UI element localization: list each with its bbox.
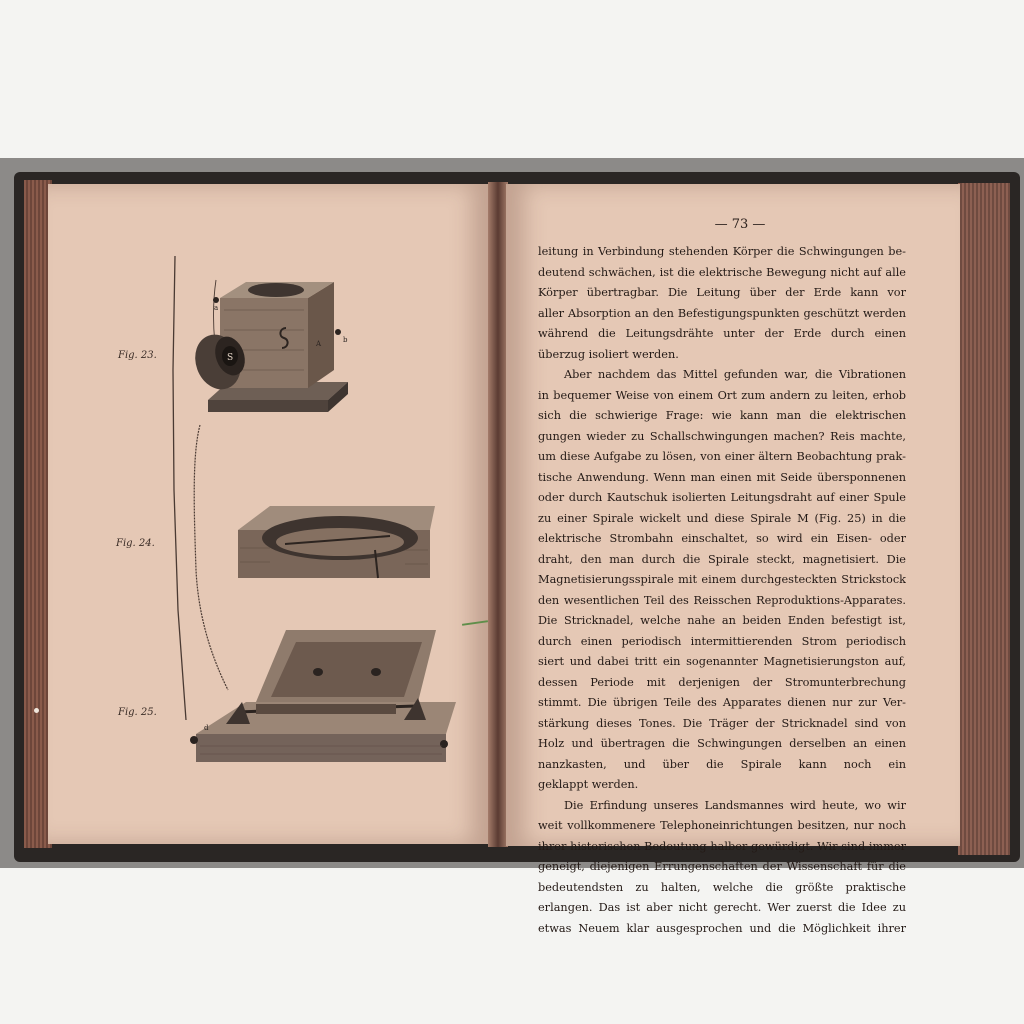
right-page-edges (958, 183, 1010, 855)
text-line: überzug isoliert werden. (538, 347, 679, 361)
text-line: nanzkasten, und über die Spirale kann noch ein (538, 757, 906, 771)
figure-23-mark-a: a (214, 304, 219, 312)
body-text (538, 242, 906, 939)
text-line: aller Absorption an den Befestigungspunkten geschützt werden (538, 306, 906, 320)
text-line: Aber nachdem das Mittel gefunden war, die Vibrationen (564, 368, 906, 381)
text-line: dessen Periode mit derjenigen der Stromunterbrechung (538, 675, 906, 689)
text-line: stärkung dieses Tones. Die Träger der Stricknadel sind von (538, 716, 906, 730)
figure-23-mark-b: b (343, 336, 348, 344)
text-line: elektrische Strombahn einschaltet, so wird ein Eisen- oder (538, 532, 906, 545)
text-line: durch einen periodisch intermittierenden Strom periodisch (538, 634, 906, 648)
figure-23-label: Fig. 23. (118, 350, 157, 361)
figure-25-mark-d: d (204, 724, 209, 732)
text-line: zu einer Spirale wickelt und diese Spirale M (Fig. 25) in die (538, 511, 906, 525)
text-line: geneigt, diejenigen Errungenschaften der Wissenschaft für die (538, 860, 906, 873)
text-line: sich die schwierige Frage: wie kann man die elektrischen (538, 409, 906, 422)
figure-23-mark-capital-a: A (316, 340, 322, 348)
figure-25-label: Fig. 25. (118, 707, 157, 718)
text-line: um diese Aufgabe zu lösen, von einer ältern Beobachtung prak- (538, 450, 906, 463)
text-line: siert und dabei tritt ein sogenannter Magnetisierungston auf, (538, 655, 906, 668)
text-line: oder durch Kautschuk isolierten Leitungsdraht auf einer Spule (538, 491, 906, 504)
text-line: während die Leitungsdrähte unter der Erde durch einen (538, 327, 906, 340)
text-line: stimmt. Die übrigen Teile des Apparates dienen nur zur Ver- (538, 696, 906, 709)
text-line: gungen wieder zu Schallschwingungen machen? Reis machte, (538, 429, 906, 443)
figure-25-illustration (186, 622, 461, 770)
text-line: weit vollkommenere Telephoneinrichtungen besitzen, nur noch (538, 819, 906, 832)
figure-24-illustration (230, 500, 440, 585)
text-line: bedeutendsten zu halten, welche die größte praktische (538, 880, 906, 894)
text-line: draht, den man durch die Spirale steckt, magnetisiert. Die (538, 552, 906, 566)
text-line: deutend schwächen, ist die elektrische Bewegung nicht auf alle (538, 265, 906, 279)
figure-24-label: Fig. 24. (116, 538, 155, 549)
page-number: — 73 — (714, 217, 766, 232)
figure-23-illustration (178, 270, 358, 420)
text-line: leitung in Verbindung stehenden Körper die Schwingungen be- (538, 245, 906, 258)
text-line: Die Erfindung unseres Landsmannes wird heute, wo wir (564, 798, 906, 812)
text-line: Magnetisierungsspirale mit einem durchgesteckten Strickstock (538, 573, 906, 586)
edge-mark (34, 708, 39, 713)
text-line: etwas Neuem klar ausgesprochen und die Möglichkeit ihrer (538, 921, 906, 935)
book-gutter (488, 182, 508, 847)
text-line: geklappt werden. (538, 778, 639, 791)
text-line: Körper übertragbar. Die Leitung über der Erde kann vor (538, 286, 906, 299)
figure-23-mark-s: S (227, 353, 234, 363)
text-line: tische Anwendung. Wenn man einen mit Seide übersponnenen (538, 470, 906, 484)
text-line: in bequemer Weise von einem Ort zum andern zu leiten, erhob (538, 388, 906, 402)
text-line: Die Stricknadel, welche nahe an beiden Enden befestigt ist, (538, 614, 906, 627)
text-line: Holz und übertragen die Schwingungen derselben an einen (538, 737, 906, 750)
text-line: ihrer historischen Bedeutung halber gewürdigt. Wir sind immer (538, 839, 906, 853)
text-line: den wesentlichen Teil des Reisschen Reproduktions-Apparates. (538, 593, 906, 607)
text-line: erlangen. Das ist aber nicht gerecht. Wer zuerst die Idee zu (538, 901, 906, 914)
